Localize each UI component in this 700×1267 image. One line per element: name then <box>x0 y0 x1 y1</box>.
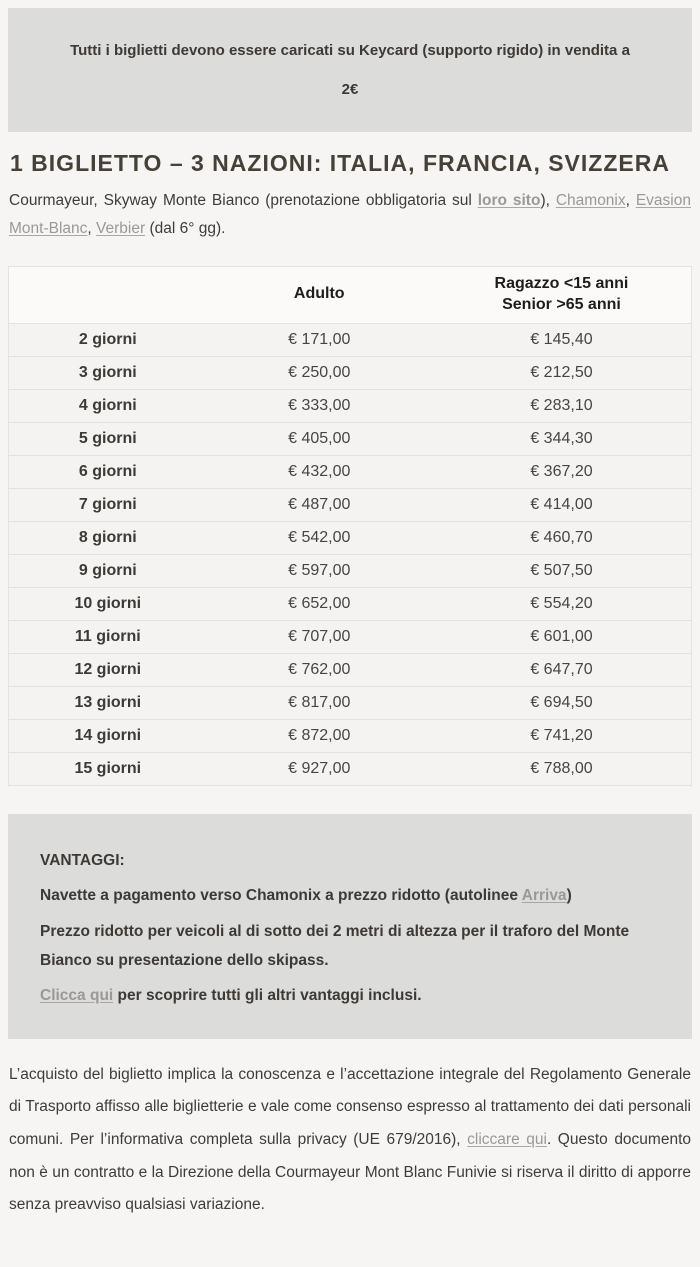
vantaggi-line-navette <box>40 881 660 910</box>
reduced-price: € 507,50 <box>432 554 692 587</box>
adult-price: € 487,00 <box>207 488 432 521</box>
text-segment: Navette a pagamento verso Chamonix a prezzo ridotto (autolinee <box>40 887 522 905</box>
reduced-price: € 283,10 <box>432 389 692 422</box>
text-segment: ) <box>566 887 572 905</box>
text-segment: L’acquisto del biglietto implica la conoscenza e l’accettazione integrale del Regolamento Generale di Trasporto affisso alle biglietterie e vale come consenso espresso al trattamento dei dati personali comuni. Per l’informativa completa sulla privacy (UE 679/2016), <box>9 1065 691 1148</box>
adult-price: € 707,00 <box>207 620 432 653</box>
adult-price: € 762,00 <box>207 653 432 686</box>
table-row <box>9 422 692 455</box>
col-header-adulto: Adulto <box>207 267 432 324</box>
row-label: 2 giorni <box>78 330 137 348</box>
row-label: 15 giorni <box>9 752 207 785</box>
col-header-senior-line: Senior >65 anni <box>502 295 621 313</box>
row-label: 12 giorni <box>9 653 207 686</box>
link-chamonix[interactable]: Chamonix <box>555 191 626 209</box>
price-table-body <box>9 323 692 785</box>
link-arriva[interactable]: Arriva <box>521 887 567 905</box>
adult-price: € 817,00 <box>207 686 432 719</box>
row-label: 7 giorni <box>9 488 207 521</box>
adult-price: € 652,00 <box>207 587 432 620</box>
notice-line-1: Tutti i biglietti devono essere caricati su Keycard (supporto rigido) in vendita a <box>70 42 630 59</box>
adult-price: € 542,00 <box>207 521 432 554</box>
link-clicca-qui[interactable]: Clicca qui <box>40 987 114 1005</box>
table-row <box>9 620 692 653</box>
reduced-price: € 460,70 <box>432 521 692 554</box>
table-row <box>9 488 692 521</box>
reduced-price: € 601,00 <box>432 620 692 653</box>
adult-price: € 250,00 <box>207 356 432 389</box>
table-row <box>9 455 692 488</box>
notice-box <box>8 8 692 132</box>
reduced-price: € 788,00 <box>432 752 692 785</box>
link-evasion-mont-blanc[interactable]: Evasion Mont-Blanc <box>9 191 691 238</box>
text-segment: . Questo documento non è un contratto e la Direzione della Courmayeur Mont Blanc Funivie si riserva il diritto di apporre senza preavviso qualsiasi variazione. <box>9 1130 692 1214</box>
table-row <box>9 389 692 422</box>
header-row <box>9 267 692 324</box>
row-label: 8 giorni <box>9 521 207 554</box>
vantaggi-box <box>8 814 692 1039</box>
table-row <box>9 587 692 620</box>
intro-paragraph <box>9 187 691 244</box>
adult-price: € 927,00 <box>207 752 432 785</box>
table-row <box>9 719 692 752</box>
col-header-ragazzo-senior <box>432 267 692 324</box>
row-label: 11 giorni <box>9 620 207 653</box>
vantaggi-title: VANTAGGI: <box>40 851 125 869</box>
vantaggi-line-clicca <box>40 981 660 1010</box>
table-row <box>9 356 692 389</box>
row-label: 4 giorni <box>9 389 207 422</box>
reduced-price: € 647,70 <box>432 653 692 686</box>
link-verbier[interactable]: Verbier <box>96 220 146 238</box>
table-row <box>9 653 692 686</box>
reduced-price: € 694,50 <box>432 686 692 719</box>
text-segment: (dal 6° gg). <box>145 220 226 238</box>
reduced-price: € 344,30 <box>432 422 692 455</box>
table-row <box>9 554 692 587</box>
text-segment: Courmayeur, Skyway Monte Bianco (prenotazione obbligatoria sul <box>9 191 478 209</box>
table-row <box>9 521 692 554</box>
page-title: 1 BIGLIETTO – 3 NAZIONI: ITALIA, FRANCIA, SVIZZERA <box>10 150 670 176</box>
link-cliccare-qui[interactable]: cliccare qui <box>467 1130 547 1148</box>
table-row <box>9 752 692 785</box>
price-table-header <box>9 267 692 324</box>
col-header-ragazzo-line: Ragazzo <15 anni <box>494 275 629 293</box>
row-label: 14 giorni <box>9 719 207 752</box>
col-header-days <box>9 267 207 324</box>
reduced-price: € 741,20 <box>432 719 692 752</box>
vantaggi-line-traforo <box>40 917 660 976</box>
row-label: 9 giorni <box>9 554 207 587</box>
reduced-price: € 212,50 <box>432 356 692 389</box>
adult-price: € 872,00 <box>207 719 432 752</box>
table-row <box>9 686 692 719</box>
adult-price: € 171,00 <box>288 330 351 348</box>
adult-price: € 333,00 <box>207 389 432 422</box>
reduced-price: € 367,20 <box>432 455 692 488</box>
row-label: 10 giorni <box>9 587 207 620</box>
adult-price: € 405,00 <box>207 422 432 455</box>
text-segment: Prezzo ridotto per veicoli al di sotto dei 2 metri di altezza per il traforo del Monte Bianco su presentazione dello skipass. <box>40 922 630 969</box>
row-label: 5 giorni <box>9 422 207 455</box>
row-label: 3 giorni <box>9 356 207 389</box>
price-table <box>8 266 692 786</box>
row-label: 13 giorni <box>9 686 207 719</box>
reduced-price: € 414,00 <box>432 488 692 521</box>
link-loro-sito[interactable]: loro sito <box>477 191 541 209</box>
table-row <box>9 323 692 356</box>
notice-line-2: 2€ <box>341 81 359 98</box>
text-segment: , <box>87 220 97 238</box>
adult-price: € 432,00 <box>207 455 432 488</box>
text-segment: , <box>625 191 636 209</box>
reduced-price: € 554,20 <box>432 587 692 620</box>
row-label: 6 giorni <box>9 455 207 488</box>
text-segment: per scoprire tutti gli altri vantaggi inclusi. <box>113 987 422 1005</box>
reduced-price: € 145,40 <box>530 330 593 348</box>
footer-paragraph <box>9 1059 691 1222</box>
adult-price: € 597,00 <box>207 554 432 587</box>
text-segment: ), <box>540 191 556 209</box>
